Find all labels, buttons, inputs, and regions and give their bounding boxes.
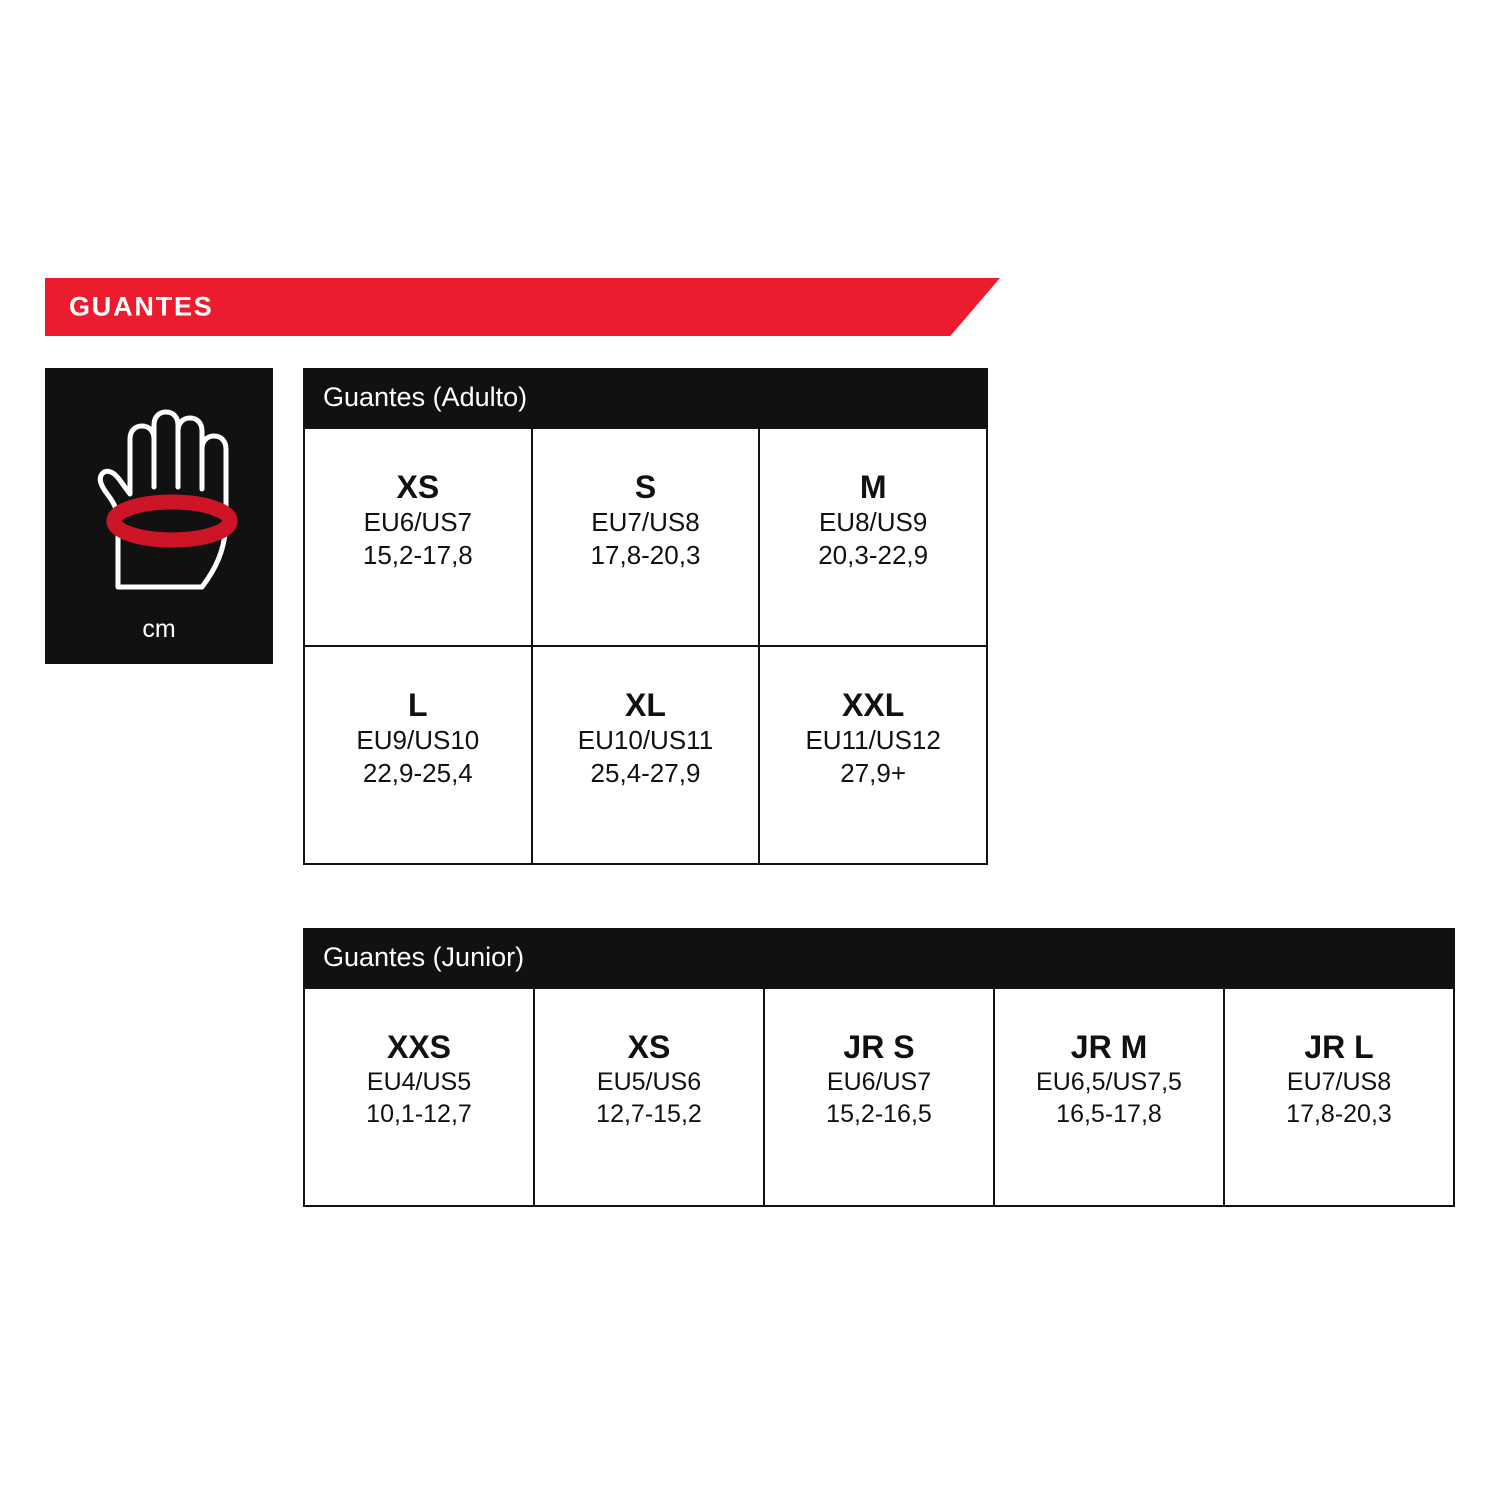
size-code: EU8/US9: [818, 506, 928, 537]
size-range: 16,5-17,8: [1056, 1099, 1162, 1128]
size-range: 20,3-22,9: [818, 540, 929, 571]
section-banner: [45, 278, 1000, 336]
table-cell: [533, 429, 761, 647]
size-label: M: [859, 469, 887, 505]
table-cell: [760, 647, 988, 865]
table-cell: [533, 647, 761, 865]
size-label: XL: [625, 687, 666, 723]
size-range: 15,2-17,8: [362, 540, 473, 571]
size-range: 27,9+: [840, 758, 907, 789]
size-range: 15,2-16,5: [826, 1099, 932, 1128]
size-label: XXL: [842, 687, 905, 723]
size-range: 17,8-20,3: [590, 540, 701, 571]
junior-size-table: [303, 928, 1455, 1207]
size-code: EU11/US12: [805, 724, 941, 755]
size-label: S: [634, 469, 657, 505]
glove-hand-icon: [45, 396, 273, 596]
size-code: EU7/US8: [1286, 1067, 1392, 1096]
table-cell: [760, 429, 988, 647]
size-range: 25,4-27,9: [590, 758, 701, 789]
table-cell: [765, 989, 995, 1207]
size-range: 17,8-20,3: [1286, 1099, 1392, 1128]
size-range: 22,9-25,4: [362, 758, 473, 789]
size-label: L: [408, 687, 428, 723]
table-cell: [995, 989, 1225, 1207]
size-code: EU10/US11: [577, 724, 714, 755]
size-code: EU6/US7: [363, 506, 473, 537]
measurement-icon-panel: [45, 368, 273, 664]
size-code: EU7/US8: [591, 506, 700, 537]
unit-label: cm: [142, 615, 176, 643]
size-code: EU5/US6: [596, 1067, 702, 1096]
table-cell: [305, 429, 533, 647]
table-cell: [1225, 989, 1455, 1207]
size-label: XS: [396, 469, 440, 505]
size-range: 10,1-12,7: [366, 1099, 472, 1128]
size-code: EU6/US7: [826, 1067, 932, 1096]
size-code: EU4/US5: [366, 1067, 472, 1096]
size-range: 12,7-15,2: [596, 1099, 702, 1128]
size-label: XXS: [386, 1029, 452, 1065]
size-code: EU6,5/US7,5: [1036, 1067, 1182, 1096]
size-label: JR S: [843, 1029, 915, 1065]
adult-table-header: Guantes (Adulto): [303, 368, 988, 429]
adult-size-table: [303, 368, 988, 865]
adult-table-grid: [303, 429, 988, 865]
size-label: JR M: [1070, 1029, 1148, 1065]
size-label: XS: [627, 1029, 671, 1065]
table-cell: [305, 647, 533, 865]
table-cell: [535, 989, 765, 1207]
size-code: EU9/US10: [356, 724, 480, 755]
size-label: JR L: [1304, 1029, 1374, 1065]
junior-table-grid: [303, 989, 1455, 1207]
junior-table-header: Guantes (Junior): [303, 928, 1455, 989]
banner-title: GUANTES: [69, 291, 214, 322]
table-cell: [305, 989, 535, 1207]
